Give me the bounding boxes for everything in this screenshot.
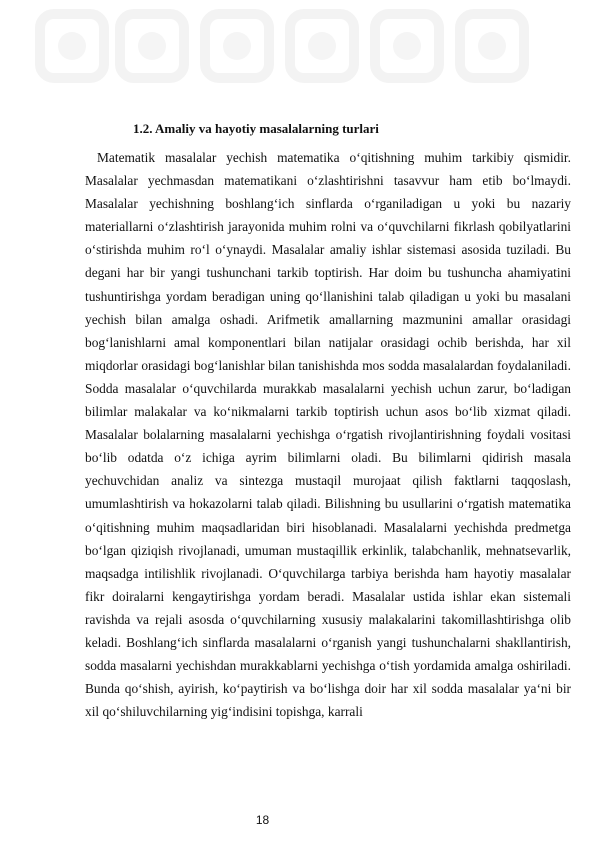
watermark-graphic [0, 0, 595, 120]
page-number: 18 [255, 813, 270, 827]
body-paragraph: Matematik masalalar yechish matematika o‘qitishning muhim tarkibiy qismidir. Masalalar yechmasdan matematikani o‘zlashtirishni tasavvur ham etib bo‘lmaydi. Masalalar yechishning boshlang‘ich sinflarda o‘rganiladigan u yoki bu nazariy materiallarni o‘zlashtirish jarayonida muhim rolni va o‘quvchilarni fikrlash qobilyatlarini o‘stirishda muhim ro‘l o‘ynaydi. Masalalar amaliy ishlar sistemasi asosida tuziladi. Bu degani har bir yangi tushunchani tarkib toptirish. Har doim bu tushuncha ahamiyatini tushuntirishga yordam beradigan uning qo‘llanishini talab qiladigan u yoki bu masalani yechish bilan amalga oshadi. Arifmetik amallarning mazmunini amallar orasidagi bog‘lanishlarni amal komponentlari bilan natijalar orasidagi ochib berishda, har xil miqdorlar orasidagi bog‘lanishlar bilan tanishishda mos sodda masalalardan foydalaniladi. Sodda masalalar o‘quvchilarda murakkab masalalarni yechish uchun zarur, bo‘ladigan bilimlar malakalar va ko‘nikmalarni tarkib toptirish uchun asos bo‘lib xizmat qiladi. Masalalar bolalarning masalalarni yechishga o‘rgatish rivojlantirishning foydali vositasi bo‘lib odatda o‘z ichiga ayrim bilimlarni oladi. Bu bilimlarni qidirish masala yechuvchidan analiz va sintezga mustaqil murojaat qilish faktlarni taqqoslash, umumlashtirish va hokazolarni talab qiladi. Bilishning bu usullarini o‘rgatish matematika o‘qitishning muhim maqsadlaridan biri hisoblanadi. Masalalarni yechishda predmetga bo‘lgan qiziqish rivojlanadi, umuman mustaqillik erkinlik, talabchanlik, mehnatsevarlik, maqsadga intilishlik rivojlanadi. O‘quvchilarga tarbiya berishda ham hayotiy masalalar fikr doiralarni kengaytirishga yordam beradi. Masalalar ustida ishlar ekan sistemali ravishda va rejali asosda o‘quvchilarning xususiy malakalarini takomillashtirishga olib keladi. Boshlang‘ich sinflarda masalalarni o‘rganish yangi tushunchalarni shakllantirish, sodda masalarni yechishdan murakkablarni yechishga o‘tish yordamida amalga oshiriladi. Bunda qo‘shish, ayirish, ko‘paytirish va bo‘lishga doir har xil sodda masalalar ya‘ni bir xil qo‘shiluvchilarning yig‘indisini topishga, karrali [85, 150, 571, 720]
section-heading: 1.2. Amaliy va hayotiy masalalarning turlari [133, 121, 379, 136]
document-page [85, 118, 571, 723]
